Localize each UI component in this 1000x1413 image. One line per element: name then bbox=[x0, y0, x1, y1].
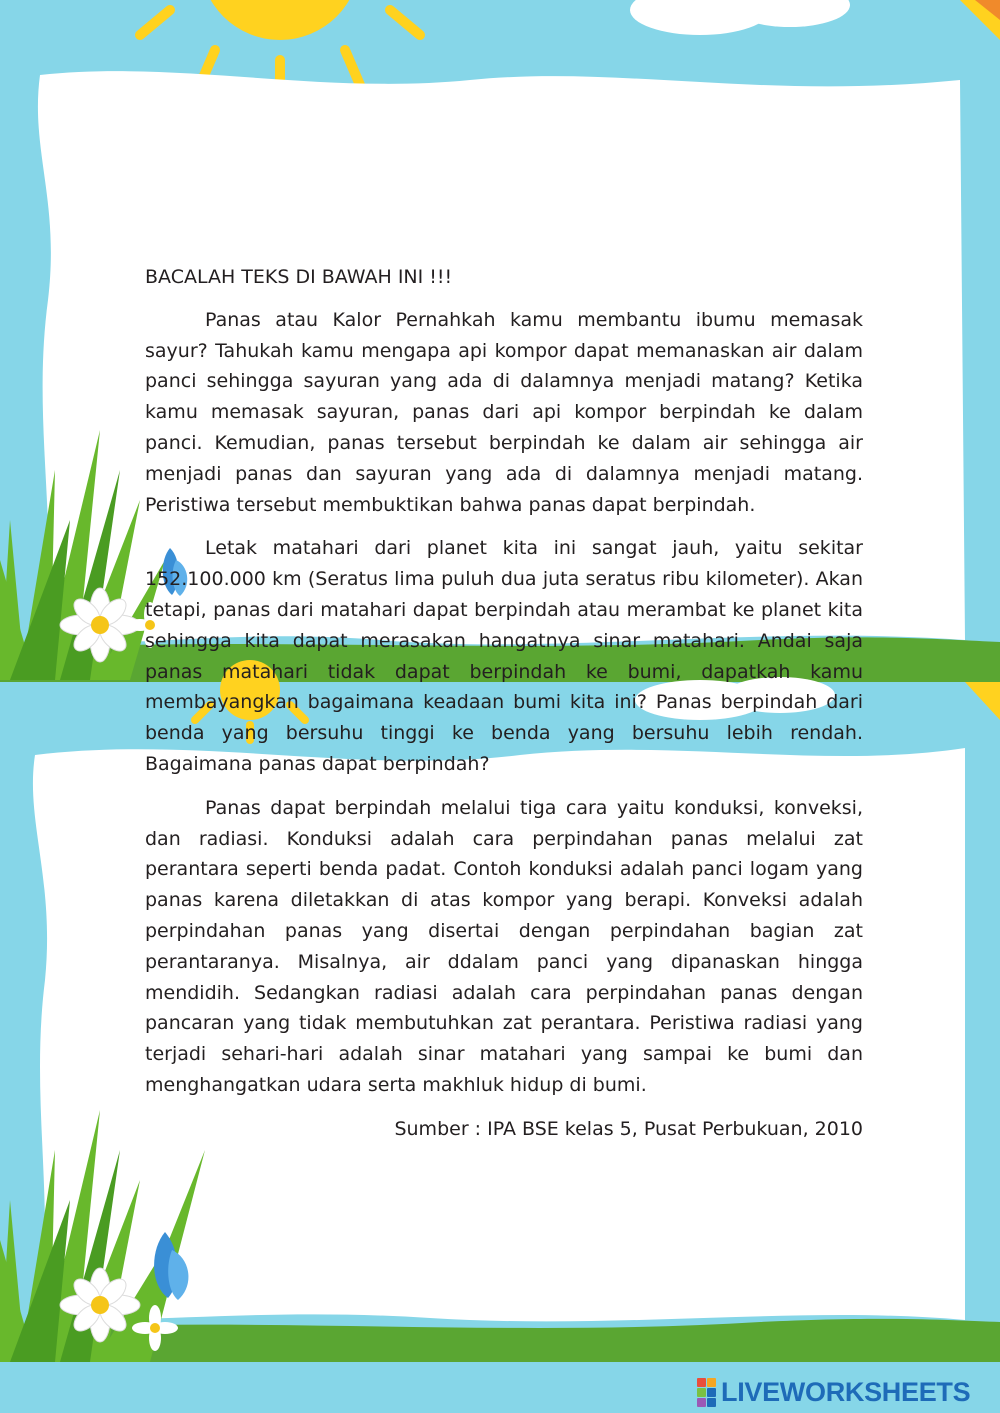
logo-block bbox=[697, 1378, 706, 1387]
liveworksheets-logo[interactable] bbox=[697, 1375, 970, 1409]
logo-blocks-icon bbox=[697, 1378, 716, 1407]
reading-text bbox=[145, 262, 863, 1145]
logo-block bbox=[707, 1378, 716, 1387]
logo-block bbox=[697, 1388, 706, 1397]
page-heading: BACALAH TEKS DI BAWAH INI !!! bbox=[145, 266, 453, 288]
paragraph-2: Letak matahari dari planet kita ini sangat jauh, yaitu sekitar 152.100.000 km (Seratus lima puluh dua juta seratus ribu kilometer). Akan tetapi, panas dari matahari dapat berpindah atau merambat ke planet kita sehingga kita dapat merasakan hangatnya sinar matahari. Andai saja panas matahari tidak dapat berpindah ke bumi, dapatkah kamu membayangkan bagaimana keadaan bumi kita ini? Panas berpindah dari benda yang bersuhu tinggi ke benda yang bersuhu lebih rendah. Bagaimana panas dapat berpindah? bbox=[145, 537, 863, 775]
paragraph-3: Panas dapat berpindah melalui tiga cara yaitu konduksi, konveksi, dan radiasi. Konduksi adalah cara perpindahan panas melalui zat perantara seperti benda padat. Contoh konduksi adalah panci logam yang panas karena diletakkan di atas kompor yang berapi. Konveksi adalah perpindahan panas yang disertai dengan perpindahan bagian zat perantaranya. Misalnya, air ddalam panci yang dipanaskan hingga mendidih. Sedangkan radiasi adalah cara perpindahan panas dengan pancaran yang tidak membutuhkan zat perantara. Peristiwa radiasi yang terjadi sehari-hari adalah sinar matahari yang sampai ke bumi dan menghangatkan udara serta makhluk hidup di bumi. bbox=[145, 796, 863, 1096]
logo-block bbox=[707, 1398, 716, 1407]
paragraph-1: Panas atau Kalor Pernahkah kamu membantu ibumu memasak sayur? Tahukah kamu mengapa api kompor dapat memanaskan air dalam panci sehingga sayuran yang ada di dalamnya menjadi matang? Ketika kamu memasak sayuran, panas dari api kompor berpindah ke dalam panci. Kemudian, panas tersebut berpindah ke dalam air sehingga air menjadi panas dan sayuran yang ada di dalamnya menjadi matang. Peristiwa tersebut membuktikan bahwa panas dapat berpindah. bbox=[145, 308, 863, 516]
source-citation: Sumber : IPA BSE kelas 5, Pusat Perbukuan, 2010 bbox=[394, 1117, 863, 1140]
logo-block bbox=[707, 1388, 716, 1397]
logo-block bbox=[697, 1398, 706, 1407]
logo-text: LIVEWORKSHEETS bbox=[721, 1376, 971, 1407]
